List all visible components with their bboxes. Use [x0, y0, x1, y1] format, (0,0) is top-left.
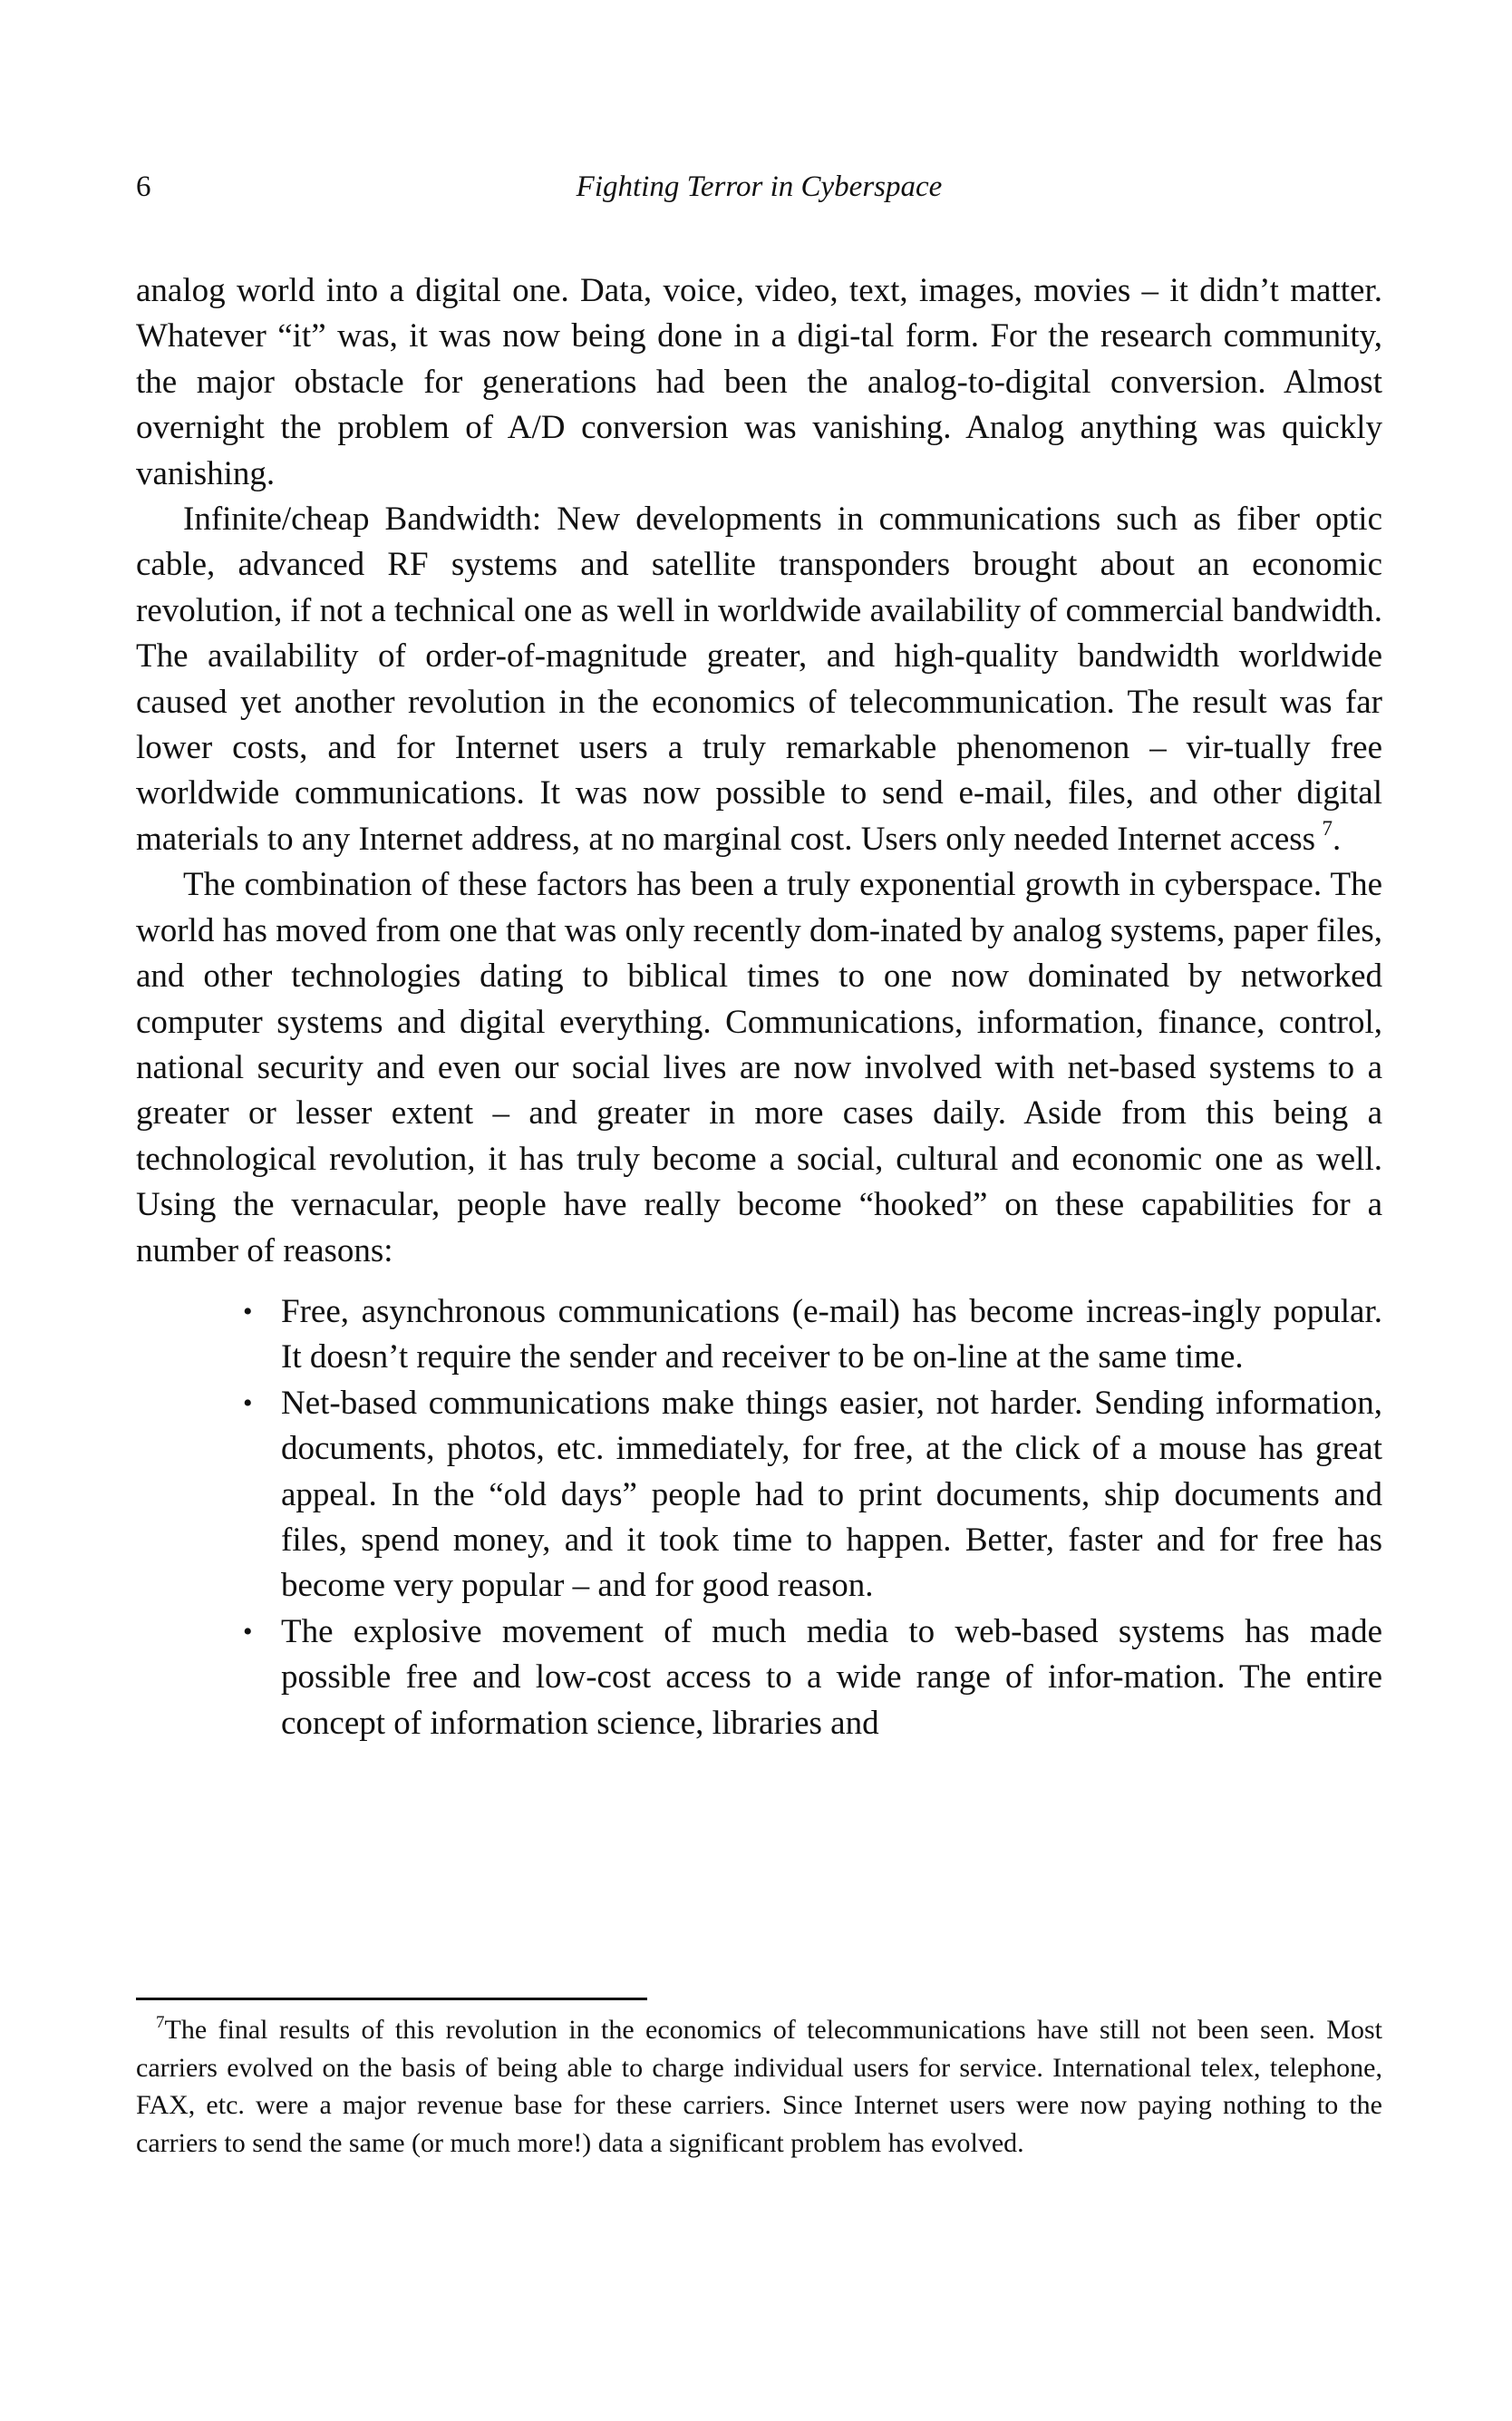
paragraph-combination: The combination of these factors has been a truly exponential growth in cyberspace. The world has moved from one that was only recently dom-inated by analog systems, paper files, and other technologies dating to biblical times to one now dominated by networked computer systems and digital everything. Communications, information, finance, control, national security and even our social lives are now involved with net-based systems to a greater or lesser extent – and greater in more cases daily. Aside from this being a technological revolution, it has truly become a social, cultural and economic one as well. Using the vernacular, people have really become “hooked” on these capabilities for a number of reasons: — [136, 866, 1382, 1269]
footnote-mark: 7 — [156, 2013, 165, 2032]
list-item-text: The explosive movement of much media to web-based systems has made possible free and low-cost access to a wide range of infor-mation. The entire concept of information science, libraries and — [281, 1612, 1382, 1742]
list-item — [243, 1381, 1382, 1609]
footnote-7 — [136, 2011, 1382, 2162]
footnote-reference[interactable]: 7 — [1322, 816, 1333, 840]
body-text — [136, 268, 1382, 1746]
paragraph-text-end: . — [1332, 820, 1342, 858]
footnote-text: The final results of this revolution in the economics of telecommunications have still not been seen. Most carriers evolved on the basis of being able to charge individual users for service. International telex, telephone, FAX, etc. were a major revenue base for these carriers. Since Internet users were now paying nothing to the carriers to send the same (or much more!) data a significant problem has evolved. — [136, 2015, 1382, 2158]
page-number: 6 — [136, 170, 151, 203]
running-title: Fighting Terror in Cyberspace — [576, 170, 943, 203]
list-item-text: Net-based communications make things easier, not harder. Sending information, documents, photos, etc. immediately, for free, at the click of a mouse has great appeal. In the “old days” people had to print documents, ship documents and files, spend money, and it took time to happen. Better, faster and for free has become very popular – and for good reason. — [281, 1384, 1382, 1605]
footnote-text-block — [136, 2011, 1382, 2162]
footnote-divider — [136, 1998, 647, 2000]
page-header — [136, 170, 1382, 210]
paragraph-text: Infinite/cheap Bandwidth: New developments in communications such as fiber optic cable, advanced RF systems and satellite transponders brought about an economic revolution, if not a technical one as well in worldwide availability of commercial bandwidth. The availability of order-of-magnitude greater, and high-quality bandwidth worldwide caused yet another revolution in the economics of telecommunication. The result was far lower costs, and for Internet users a truly remarkable phenomenon – vir-tually free worldwide communications. It was now possible to send e-mail, files, and other digital materials to any Internet address, at no marginal cost. Users only needed Internet access — [136, 501, 1382, 858]
paragraph-continuation: analog world into a digital one. Data, voice, video, text, images, movies – it didn’t matter. Whatever “it” was, it was now being done in a digi-tal form. For the research community, the major obstacle for generations had been the analog-to-digital conversion. Almost overnight the problem of A/D conversion was vanishing. Analog anything was quickly vanishing. — [136, 272, 1382, 492]
reasons-list — [136, 1289, 1382, 1746]
paragraph-bandwidth — [136, 497, 1382, 862]
list-item-text: Free, asynchronous communications (e-mail) has become increas-ingly popular. It doesn’t require the sender and receiver to be on-line at the same time. — [281, 1292, 1382, 1376]
bullet-icon: • — [243, 1387, 253, 1418]
list-item — [243, 1609, 1382, 1746]
bullet-icon: • — [243, 1296, 253, 1327]
list-item — [243, 1289, 1382, 1381]
bullet-icon: • — [243, 1616, 253, 1647]
